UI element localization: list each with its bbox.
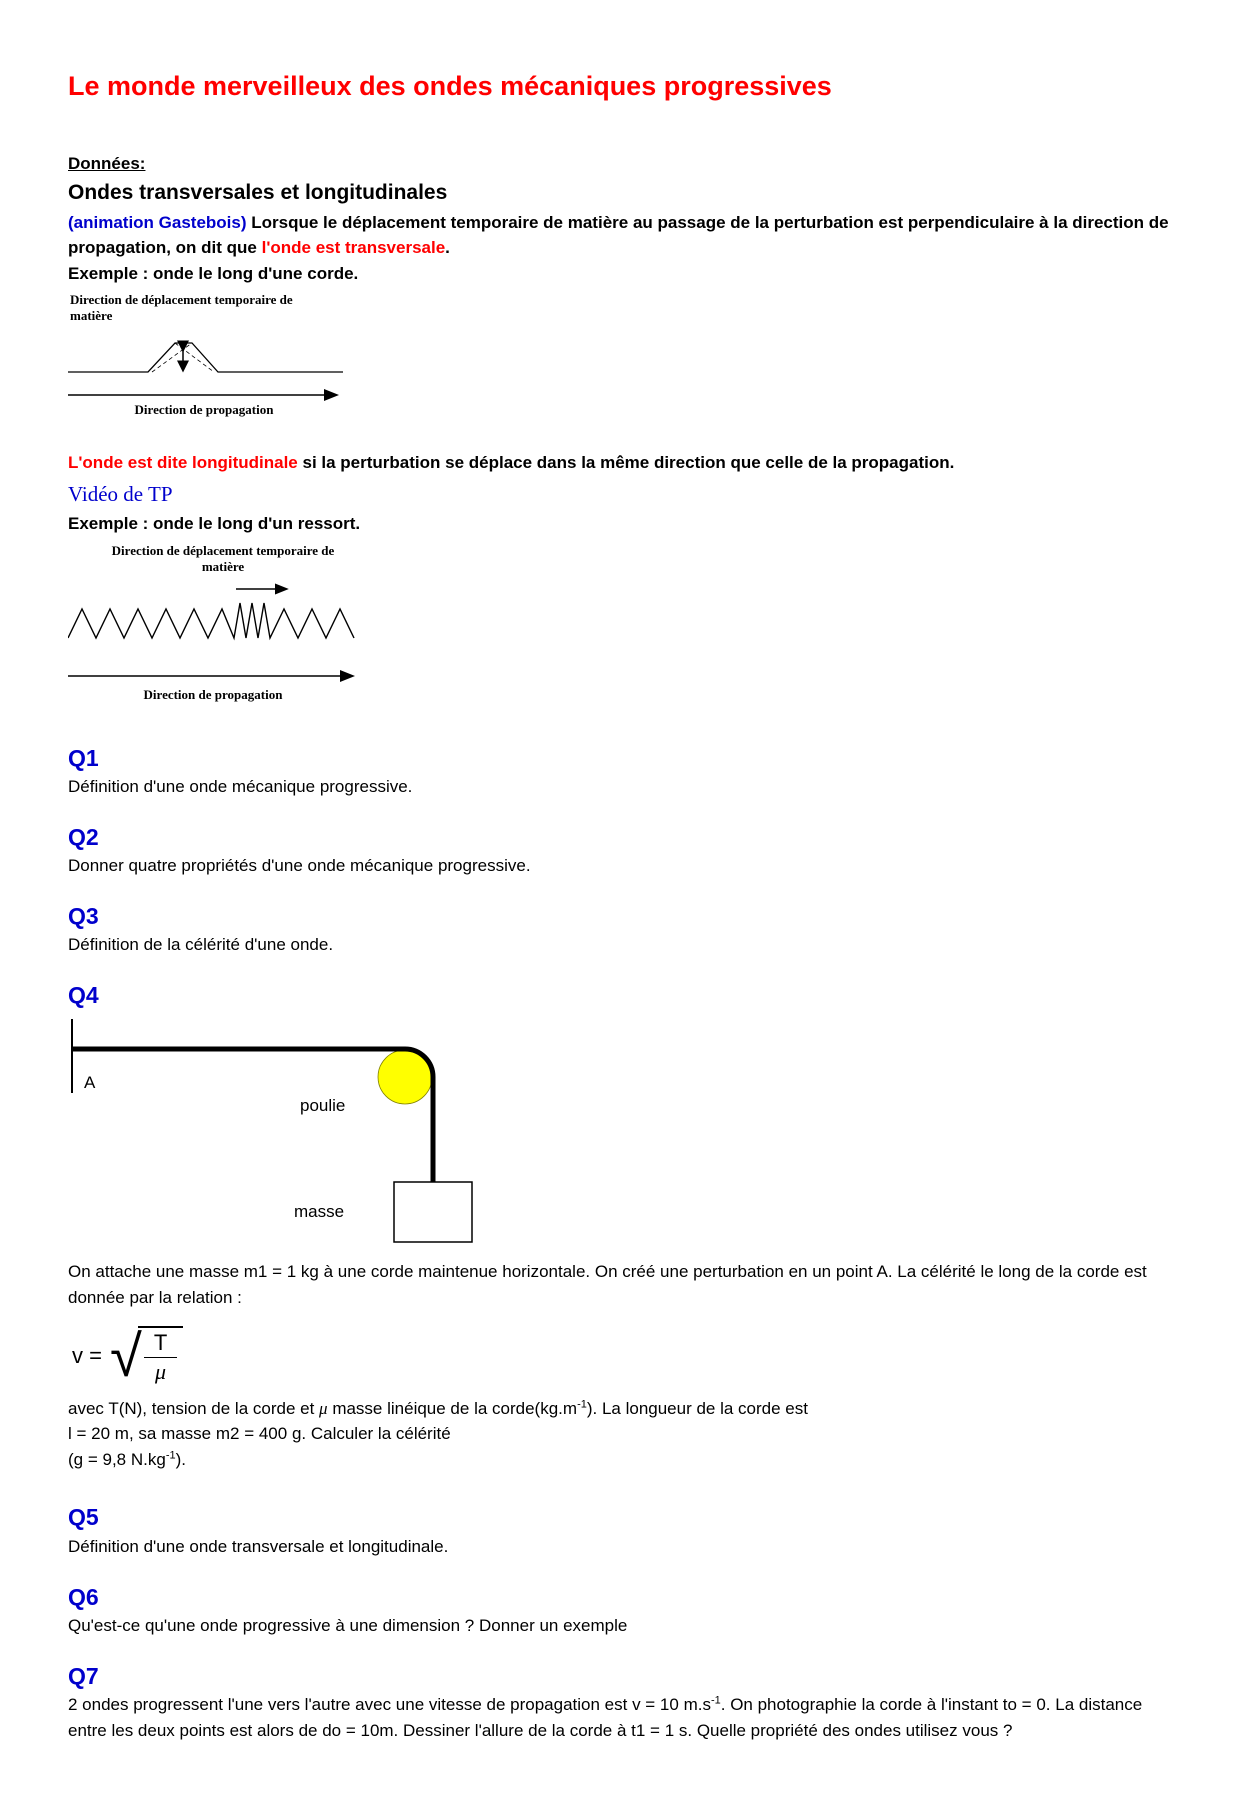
transversal-period: . [445,238,450,257]
q3-heading: Q3 [68,902,99,929]
video-tp-link[interactable]: Vidéo de TP [68,481,173,506]
mu-symbol: μ [319,1398,328,1418]
exponent: -1 [710,1694,721,1707]
q7-text-a: 2 ondes progressent l'une vers l'autre avec une vitesse de propagation est v = 10 m.s [68,1695,711,1715]
exponent: -1 [165,1449,176,1462]
q4-avec-text [68,1396,1173,1473]
ressort-label-top-line1: Direction de déplacement temporaire de [111,542,335,558]
q7-text [68,1692,1173,1743]
pulley-mass-diagram [68,1015,488,1253]
formula-fraction [138,1326,183,1384]
q2-heading: Q2 [68,823,99,850]
q4-line3-b: ). [175,1449,186,1469]
q3-text: Définition de la célérité d'une onde. [68,935,334,955]
rope-dash-left [152,343,192,372]
avec-text-b: masse linéique de la corde(kg.m [327,1398,578,1418]
q2-text: Donner quatre propriétés d'une onde mécanique progressive. [68,856,531,876]
formula-v: v [72,1342,83,1368]
rope-dash-right [175,343,214,372]
section-title: Ondes transversales et longitudinales [68,181,448,204]
masse-label: masse [294,1202,345,1222]
avec-text-a: avec T(N), tension de la corde et [68,1398,320,1418]
spring-zigzag [68,603,354,638]
longitudinal-rest-text: si la perturbation se déplace dans la même direction que celle de la propagation. [297,453,955,472]
donnees-heading: Données: [68,153,146,173]
page-title: Le monde merveilleux des ondes mécaniques progressives [68,71,832,101]
formula-lhs [72,1339,102,1372]
poulie-label: poulie [300,1096,346,1116]
transverse-wave-diagram [68,292,428,420]
celerity-formula [72,1324,1173,1390]
corde-label-top-line2: matière [70,308,113,323]
example-corde-text: Exemple : onde le long d'une corde. [68,263,359,283]
q1-text: Définition d'une onde mécanique progressive. [68,777,413,797]
formula-numerator: T [144,1330,177,1357]
corde-label-bottom: Direction de propagation [134,402,274,417]
longitudinal-wave-diagram [68,543,448,711]
q4-line3-a: (g = 9,8 N.kg [68,1449,166,1469]
transversal-red-text: l'onde est transversale [261,238,446,257]
longitudinal-red-text: L'onde est dite longitudinale [68,453,298,472]
rope-line [68,343,343,372]
q6-heading: Q6 [68,1583,99,1610]
corde-label-top-line1: Direction de déplacement temporaire de [70,292,293,307]
ressort-label-bottom: Direction de propagation [143,686,283,702]
point-a-label: A [84,1073,96,1093]
ressort-label-top-line2: matière [201,558,245,574]
q7-heading: Q7 [68,1662,99,1689]
formula-equals: = [89,1342,102,1368]
formula-denominator: μ [155,1358,167,1384]
q7-text-b: . On photographie la corde à l'instant to = 0. La distance entre les deux points est alors de do = 10m. Dessiner l'allure de la corde à t1 = 1 s. Quelle propriété des ondes utilisez vous ? [68,1695,1143,1740]
transversal-intro-text: Lorsque le déplacement temporaire de matière au passage de la perturbation est perpendiculaire à la direction de propagation, on dit que [68,212,1169,257]
exponent: -1 [577,1398,587,1411]
q4-text: On attache une masse m1 = 1 kg à une corde maintenue horizontale. On créé une perturbation en un point A. La célérité le long de la corde est donnée par la relation : [68,1262,1147,1307]
mass-rect [394,1182,472,1242]
sqrt-symbol: √ [109,1324,142,1390]
transversal-paragraph [68,210,1173,261]
q4-heading: Q4 [68,981,99,1008]
q6-text: Qu'est-ce qu'une onde progressive à une dimension ? Donner un exemple [68,1616,628,1636]
q5-text: Définition d'une onde transversale et longitudinale. [68,1537,449,1557]
animation-gastebois-link[interactable]: (animation Gastebois) [68,212,247,232]
q5-heading: Q5 [68,1504,99,1531]
example-ressort-text: Exemple : onde le long d'un ressort. [68,514,361,533]
q4-line2: l = 20 m, sa masse m2 = 400 g. Calculer la célérité [68,1424,451,1444]
q1-heading: Q1 [68,744,99,771]
longitudinal-paragraph [68,450,1173,476]
avec-text-c: ). La longueur de la corde est [586,1398,808,1418]
